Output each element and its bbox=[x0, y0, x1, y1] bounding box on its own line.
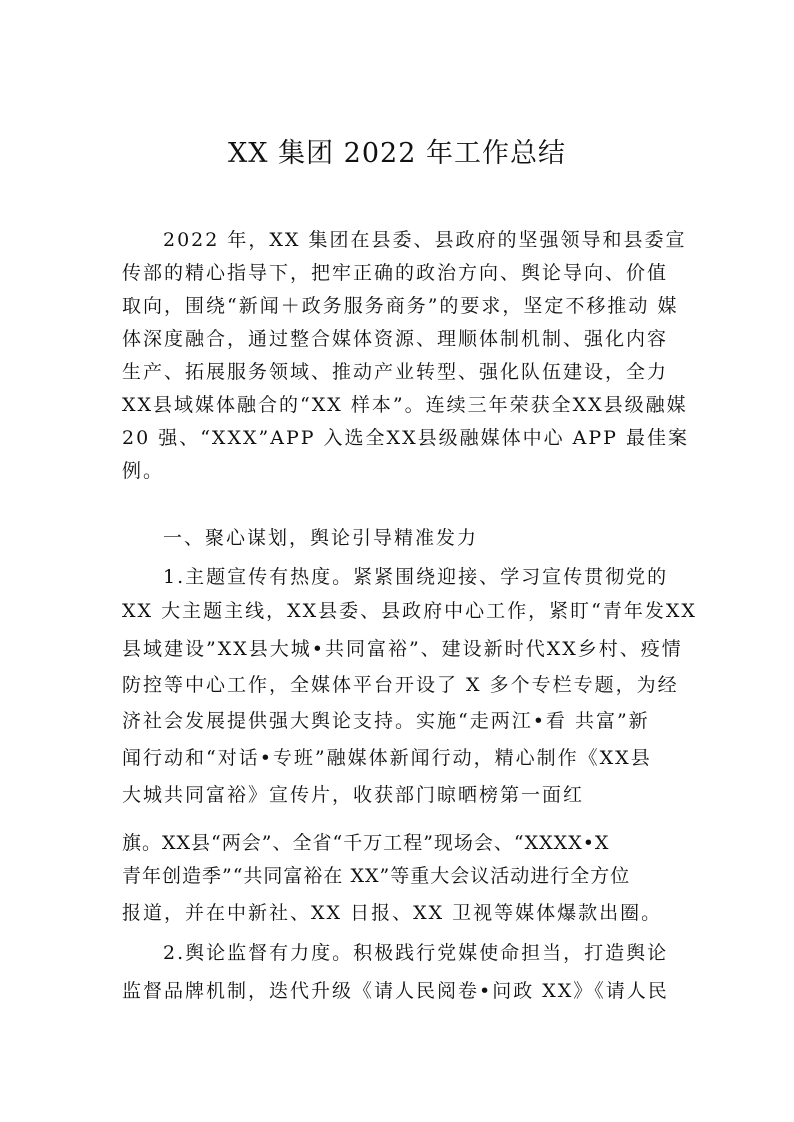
paragraph-line: 20 强、“XXX”APP 入选全XX县级融媒体中心 APP 最佳案 bbox=[122, 427, 689, 449]
paragraph-line: 2.舆论监督有力度。积极践行党媒使命担当，打造舆论 bbox=[163, 942, 669, 964]
paragraph-line: 大城共同富裕》宣传片，收获部门晾晒榜第一面红 bbox=[122, 784, 585, 806]
paragraph-line: XX 大主题主线，XX县委、县政府中心工作，紧盯“青年发XX bbox=[122, 600, 697, 622]
paragraph-line: 防控等中心工作，全媒体平台开设了 X 多个专栏专题，为经 bbox=[122, 674, 679, 696]
document-title: XX 集团 2022 年工作总结 bbox=[228, 138, 566, 169]
paragraph-line: 例。 bbox=[122, 460, 165, 482]
paragraph-line: 青年创造季”“共同富裕在 XX”等重大会议活动进行全方位 bbox=[122, 865, 631, 887]
paragraph-line: 生产、拓展服务领域、推动产业转型、强化队伍建设，全力 bbox=[122, 361, 669, 383]
section-heading: 一、聚心谋划，舆论引导精准发力 bbox=[163, 527, 479, 549]
paragraph-line: 2022 年，XX 集团在县委、县政府的坚强领导和县委宣 bbox=[163, 229, 687, 251]
paragraph-line: 传部的精心指导下，把牢正确的政治方向、舆论导向、价值 bbox=[122, 262, 669, 284]
paragraph-line: 1.主题宣传有热度。紧紧围绕迎接、学习宣传贯彻党的 bbox=[163, 566, 669, 588]
paragraph-line: 闻行动和“对话•专班”融媒体新闻行动，精心制作《XX县 bbox=[122, 747, 652, 769]
paragraph-line: 旗。XX县“两会”、全省“千万工程”现场会、“XXXX•X bbox=[122, 832, 610, 854]
paragraph-line: XX县域媒体融合的“XX 样本”。连续三年荣获全XX县级融媒 bbox=[122, 394, 688, 416]
paragraph-line: 县域建设”XX县大城•共同富裕”、建设新时代XX乡村、疫情 bbox=[122, 638, 683, 660]
paragraph-line: 济社会发展提供强大舆论支持。实施“走两江•看 共富”新 bbox=[122, 710, 650, 732]
paragraph-line: 取向，围绕“新闻＋政务服务商务”的要求，坚定不移推动 媒 bbox=[122, 295, 679, 317]
paragraph-line: 报道，并在中新社、XX 日报、XX 卫视等媒体爆款出圈。 bbox=[122, 902, 663, 924]
paragraph-line: 体深度融合，通过整合媒体资源、理顺体制机制、强化内容 bbox=[122, 328, 669, 350]
paragraph-line: 监督品牌机制，迭代升级《请人民阅卷•问政 XX》《请人民 bbox=[122, 980, 669, 1002]
